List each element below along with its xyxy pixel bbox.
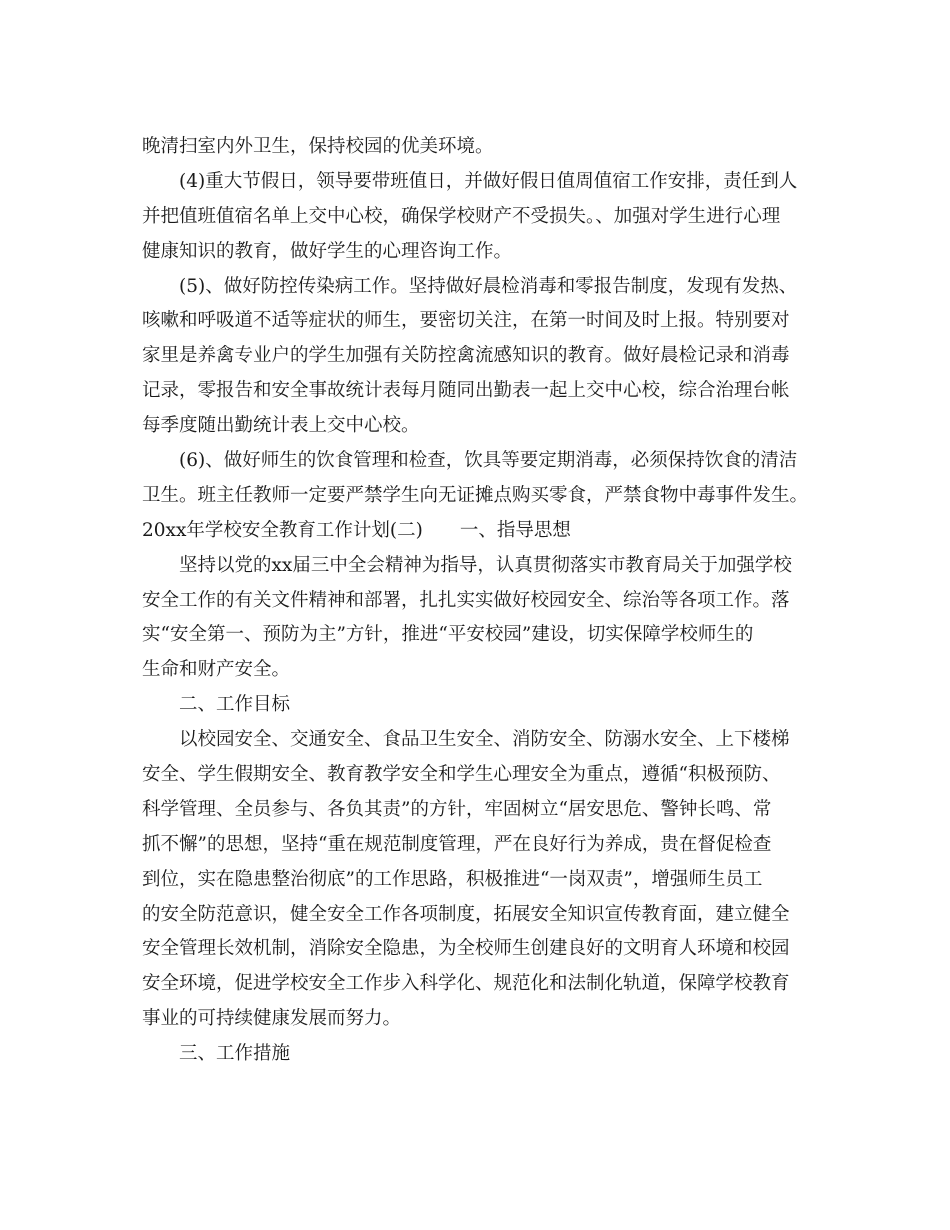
text-line: 每季度随出勤统计表上交中心校。 [142, 415, 420, 437]
text-line: 坚持以党的xx届三中全会精神为指导，认真贯彻落实市教育局关于加强学校 [179, 554, 792, 576]
text-line: 的安全防范意识，健全安全工作各项制度，拓展安全知识宣传教育面，建立健全 [142, 903, 790, 925]
text-line: 安全管理长效机制，消除安全隐患，为全校师生创建良好的文明育人环境和校园 [142, 938, 790, 960]
text-line: 并把值班值宿名单上交中心校，确保学校财产不受损失。、加强对学生进行心理 [142, 205, 781, 227]
text-line: 事业的可持续健康发展而努力。 [142, 1008, 402, 1030]
text-line: 安全、学生假期安全、教育教学安全和学生心理安全为重点，遵循“积极预防、 [142, 764, 781, 786]
section-heading: 三、工作措施 [179, 1043, 291, 1065]
text-line: 科学管理、全员参与、各负其责”的方针，牢固树立“居安思危、警钟长鸣、常 [142, 798, 772, 820]
section-heading: 二、工作目标 [179, 694, 291, 716]
text-line: 晚清扫室内外卫生，保持校园的优美环境。 [142, 136, 494, 157]
text-line: (4)重大节假日，领导要带班值日，并做好假日值周值宿工作安排，责任到人 [179, 170, 798, 192]
text-line: 到位，实在隐患整治彻底”的工作思路，积极推进“一岗双责”，增强师生员工 [142, 868, 763, 890]
text-line: 健康知识的教育，做好学生的心理咨询工作。 [142, 240, 513, 262]
document-page [142, 130, 808, 1072]
text-line: 生命和财产安全。 [142, 659, 291, 681]
text-line: 20xx年学校安全教育工作计划(二) 一、指导思想 [142, 519, 571, 541]
text-line: 实“安全第一、预防为主”方针，推进“平安校园”建设，切实保障学校师生的 [142, 624, 754, 646]
text-line: 抓不懈”的思想，坚持“重在规范制度管理，严在良好行为养成，贵在督促检查 [142, 833, 772, 855]
text-line: 记录，零报告和安全事故统计表每月随同出勤表一起上交中心校，综合治理台帐 [142, 380, 790, 402]
text-line: 家里是养禽专业户的学生加强有关防控禽流感知识的教育。做好晨检记录和消毒 [142, 345, 790, 367]
text-line: 咳嗽和呼吸道不适等症状的师生，要密切关注，在第一时间及时上报。特别要对 [142, 310, 790, 332]
text-line: 安全工作的有关文件精神和部署，扎扎实实做好校园安全、综治等各项工作。落 [142, 589, 790, 611]
text-line: 以校园安全、交通安全、食品卫生安全、消防安全、防溺水安全、上下楼梯 [179, 729, 790, 751]
text-line: (6)、做好师生的饮食管理和检查，饮具等要定期消毒，必须保持饮食的清洁 [179, 450, 798, 472]
text-line: (5)、做好防控传染病工作。坚持做好晨检消毒和零报告制度，发现有发热、 [179, 275, 798, 297]
text-line: 卫生。班主任教师一定要严禁学生向无证摊点购买零食，严禁食物中毒事件发生。 [142, 484, 809, 506]
text-line: 安全环境，促进学校安全工作步入科学化、规范化和法制化轨道，保障学校教育 [142, 973, 790, 995]
